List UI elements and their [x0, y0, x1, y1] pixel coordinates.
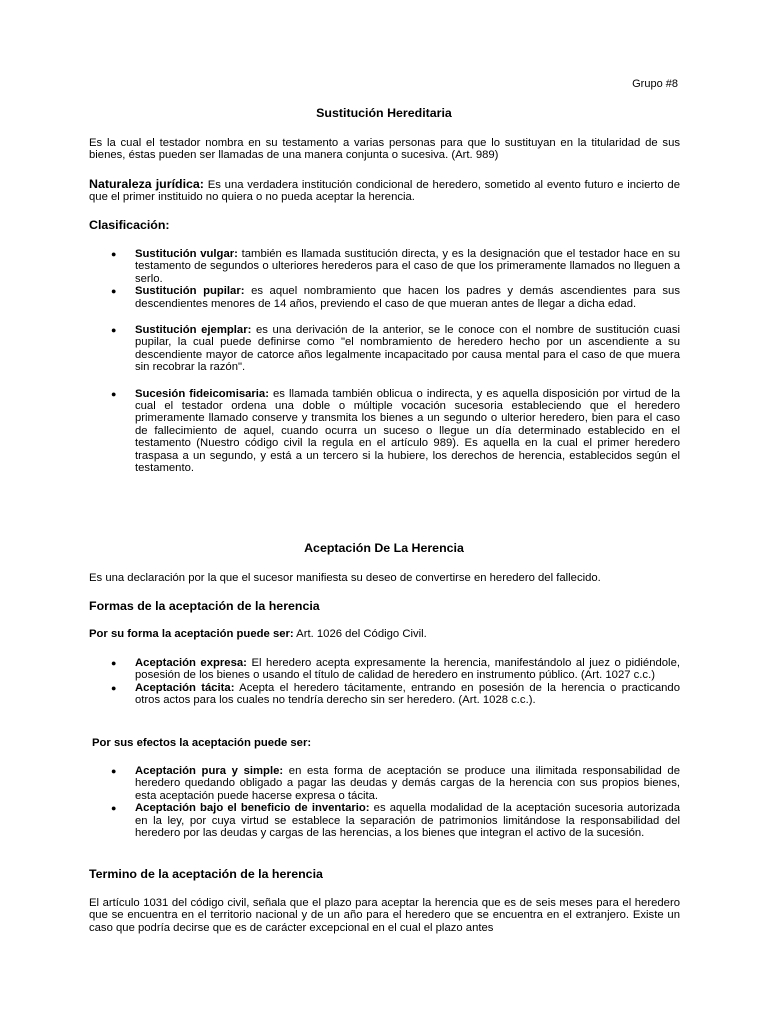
item-term: Aceptación pura y simple: — [135, 765, 284, 777]
item-text: es una derivación de la anterior, se le conoce con el nombre de sustitución cuasi pupilar, la cual puede definirse como "el nombramiento de heredero hecho por un ascendiente a su descendiente mayor de catorce años legalmente incapacitado por causa mental para el caso de que muera sin recobrar la razón". — [135, 324, 681, 374]
por-forma-label: Por su forma la aceptación puede ser: — [89, 628, 294, 640]
bullet-icon: ● — [111, 249, 117, 259]
naturaleza-paragraph — [89, 178, 680, 204]
item-term: Sustitución ejemplar: — [135, 324, 252, 337]
item-text: El heredero acepta expresamente la herencia, manifestándolo al juez o pidiéndole, posesión de los bienes o usando el título de calidad de heredero en instrumento público. (Art. 1027 c.c.) — [135, 657, 680, 682]
item-term: Sucesión fideicomisaria: — [135, 387, 269, 400]
item-text: en esta forma de aceptación se produce una ilimitada responsabilidad de heredero quedando obligado a pagar las deudas y demás cargas de la herencia con sus propios bienes, esta aceptación puede hacerse expresa o tácita. — [135, 765, 680, 802]
por-efectos-list — [111, 765, 680, 839]
list-item — [111, 682, 680, 707]
bullet-icon: ● — [111, 658, 117, 668]
por-forma-paragraph — [89, 628, 680, 640]
section-title-aceptacion: Aceptación De La Herencia — [304, 541, 464, 555]
list-item — [111, 248, 680, 285]
intro-paragraph: Es la cual el testador nombra en su testamento a varias personas para que lo sustituyan en la titularidad de sus bienes, éstas pueden ser llamadas de una manera conjunta o sucesiva. (Art. 989) — [89, 137, 680, 162]
item-term: Sustitución pupilar: — [135, 285, 245, 298]
por-efectos-heading: Por sus efectos la aceptación puede ser: — [92, 737, 312, 749]
naturaleza-text: Es una verdadera institución condicional de heredero, sometido al evento futuro e incierto de que el primer instituido no quiera o no pueda aceptar la herencia. — [89, 179, 680, 204]
item-term: Aceptación bajo el beneficio de inventario: — [135, 802, 370, 815]
list-item — [111, 388, 680, 475]
list-item — [111, 657, 680, 682]
item-term: Aceptación expresa: — [135, 657, 247, 669]
bullet-icon: ● — [111, 766, 117, 776]
formas-heading: Formas de la aceptación de la herencia — [89, 599, 320, 613]
bullet-icon: ● — [111, 803, 117, 814]
naturaleza-label: Naturaleza jurídica: — [89, 177, 204, 191]
por-forma-list — [111, 657, 680, 707]
termino-heading: Termino de la aceptación de la herencia — [89, 867, 323, 881]
bullet-icon: ● — [111, 388, 117, 399]
item-text: es llamada también oblicua o indirecta, y es aquella disposición por virtud de la cual el testador ordena una doble o múltiple vocación sucesoria estableciendo que el heredero primeramente llamado conserve y transmita los bienes a un segundo o ulterior heredero, bien para el caso de fallecimiento de aquel, cuando ocurra un suceso o llegue un día determinado establecido en el testamento (Nuestro código civil la regula en el artículo 989). Es aquella en la cual el primer heredero traspasa a un segundo, y está a un tercero si la hubiere, los derechos de herencia, establecidos según el testamento. — [135, 387, 680, 475]
aceptacion-intro: Es una declaración por la que el sucesor manifiesta su deseo de convertirse en heredero del fallecido. — [89, 572, 601, 584]
bullet-icon: ● — [111, 682, 117, 693]
bullet-icon: ● — [111, 286, 117, 297]
list-item — [111, 765, 680, 802]
item-term: Aceptación tácita: — [135, 681, 235, 694]
item-text: Acepta el heredero tácitamente, entrando en posesión de la herencia o practicando otros actos para los cuales no tendría derecho sin ser heredero. (Art. 1028 c.c.). — [135, 681, 680, 707]
clasificacion-list — [111, 248, 680, 475]
item-text: es aquel nombramiento que hacen los padres y demás ascendientes para sus descendientes menores de 14 años, previendo el caso de que mueran antes de llegar a dicha edad. — [135, 285, 680, 310]
group-label: Grupo #8 — [632, 78, 678, 90]
list-item — [111, 324, 680, 374]
item-text: es aquella modalidad de la aceptación sucesoria autorizada en la ley, por cuya virtud se establece la separación de patrimonios limitándose la responsabilidad del heredero por las deudas y cargas de las herencias, a los bienes que integran el activo de la sucesión. — [135, 802, 680, 840]
bullet-icon: ● — [111, 325, 117, 336]
item-text: también es llamada sustitución directa, y es la designación que el testador hace en su testamento de segundos o ulteriores herederos para el caso de que los primeramente llamados no lleguen a serlo. — [135, 248, 680, 285]
por-forma-text: Art. 1026 del Código Civil. — [293, 628, 427, 640]
clasificacion-heading: Clasificación: — [89, 218, 170, 232]
list-item — [111, 802, 680, 839]
list-item — [111, 285, 680, 310]
termino-paragraph: El artículo 1031 del código civil, señala que el plazo para aceptar la herencia que es de seis meses para el heredero que se encuentra en el territorio nacional y de un año para el heredero que se encuentra en el extranjero. Existe un caso que podría decirse que es de carácter excepcional en el cual el plazo antes — [89, 897, 680, 934]
item-term: Sustitución vulgar: — [135, 248, 238, 260]
section-title-sustitucion: Sustitución Hereditaria — [316, 106, 452, 120]
